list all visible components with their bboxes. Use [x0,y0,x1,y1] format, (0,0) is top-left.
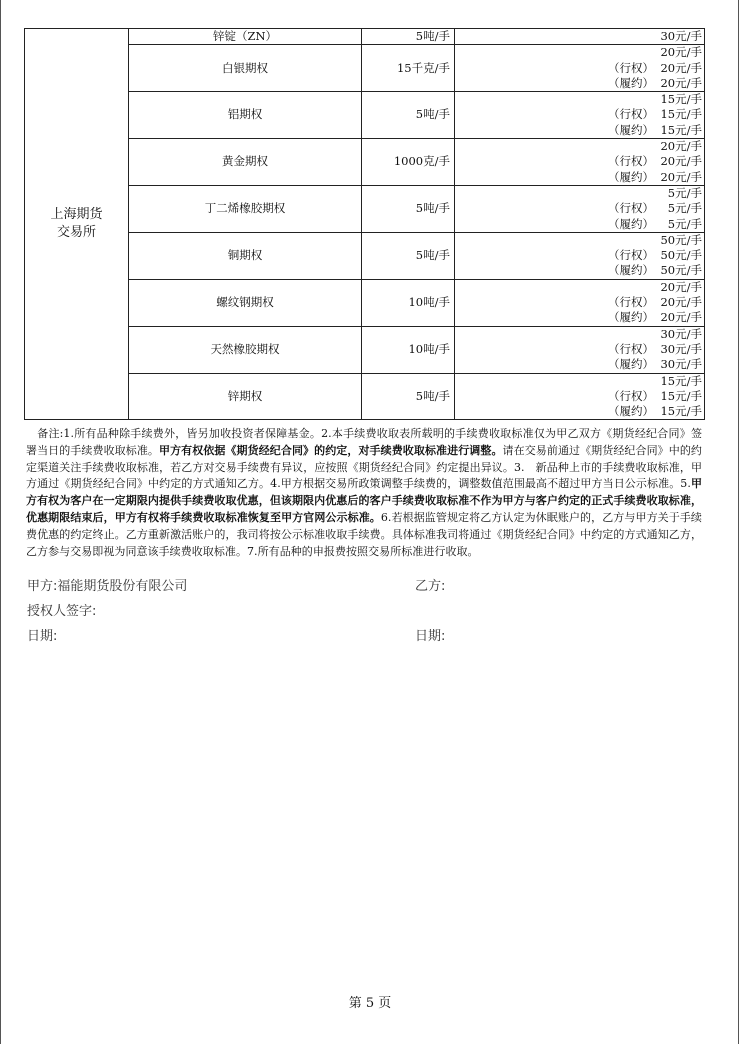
fee-amount: 20元/手 [660,75,702,90]
fee-amount: 50元/手 [660,248,702,263]
fee-line [455,170,702,185]
unit-cell: 1000克/手 [362,139,455,186]
fee-line [455,233,702,248]
product-cell: 螺纹钢期权 [129,279,362,326]
fee-line [455,76,702,91]
fee-cell [455,326,705,373]
fee-line [455,45,702,60]
fee-amount: 30元/手 [660,357,702,372]
fee-type-label: （履约） [608,75,654,90]
table-row [25,29,705,45]
fee-line [455,280,702,295]
remark-emphasis: 甲方有权为客户在一定期限内提供手续费收取优惠，但该期限内优惠后的客户手续费收取标准不作为甲方与客户约定的正式手续费收取标准，优惠期限结束后，甲方有权将手续费收取标准恢复至甲方官网公示标准。 [26,477,702,524]
product-cell: 铝期权 [129,92,362,139]
fee-amount: 30元/手 [660,29,702,43]
fee-line [455,139,702,154]
fee-amount: 30元/手 [660,326,702,341]
fee-cell [455,373,705,420]
fee-amount: 15元/手 [660,122,702,137]
fee-line [455,201,702,216]
fee-line [455,123,702,138]
page-number: 第 5 页 [348,996,392,1011]
fee-line [455,295,702,310]
fee-amount: 15元/手 [660,92,702,107]
exchange-cell: 上海期货 交易所 [25,29,129,420]
product-cell: 白银期权 [129,45,362,92]
fee-amount: 50元/手 [660,232,702,247]
fee-line [455,92,702,107]
fee-type-label: （履约） [608,404,654,419]
fee-type-label: （行权） [608,60,654,75]
product-cell: 锌期权 [129,373,362,420]
fee-amount: 15元/手 [660,404,702,419]
fee-cell [455,45,705,92]
fee-line [455,248,702,263]
remark-emphasis: 甲方有权依据《期货经纪合同》的约定，对手续费收取标准进行调整。 [158,443,503,457]
fee-table-body [25,29,705,420]
fee-line [455,263,702,278]
party-a-label: 甲方:福能期货股份有限公司 [27,579,188,594]
fee-type-label: （行权） [608,295,654,310]
fee-type-label: （履约） [608,216,654,231]
page-border-right [738,0,739,1044]
product-cell: 黄金期权 [129,139,362,186]
fee-amount: 5元/手 [667,216,702,231]
fee-cell [455,185,705,232]
unit-cell: 10吨/手 [362,326,455,373]
fee-type-label: （行权） [608,107,654,122]
product-cell: 天然橡胶期权 [129,326,362,373]
fee-type-label: （行权） [608,248,654,263]
fee-amount: 5元/手 [667,185,702,200]
fee-amount: 20元/手 [660,154,702,169]
fee-line [455,217,702,232]
product-cell: 铜期权 [129,232,362,279]
fee-type-label: （行权） [608,388,654,403]
fee-line [455,186,702,201]
remark-text: 备注:1.所有品种除手续费外，皆另加收投资者保障基金。2.本手续费收取表所载明的手续费收取标准仅为甲乙双方《期货经纪合同》签署当日的手续费收取标准。 [26,427,702,457]
fee-table [24,28,705,420]
fee-type-label: （履约） [608,122,654,137]
fee-line [455,29,702,44]
product-cell: 丁二烯橡胶期权 [129,185,362,232]
date-a-label: 日期: [27,629,58,644]
fee-line [455,342,702,357]
fee-amount: 20元/手 [660,279,702,294]
date-b-label: 日期: [415,629,446,644]
unit-cell: 10吨/手 [362,279,455,326]
unit-cell: 5吨/手 [362,185,455,232]
fee-line [455,61,702,76]
fee-line [455,327,702,342]
fee-amount: 20元/手 [660,139,702,154]
fee-amount: 15元/手 [660,373,702,388]
fee-type-label: （行权） [608,201,654,216]
unit-cell: 5吨/手 [362,92,455,139]
party-b-label: 乙方: [415,579,446,594]
fee-line [455,389,702,404]
remarks-paragraph [26,426,702,560]
fee-cell [455,92,705,139]
fee-type-label: （履约） [608,169,654,184]
fee-amount: 20元/手 [660,295,702,310]
fee-line [455,404,702,419]
unit-cell: 5吨/手 [362,232,455,279]
fee-type-label: （履约） [608,357,654,372]
unit-cell: 5吨/手 [362,29,455,45]
fee-line [455,357,702,372]
remark-text: 请在交易前通过《期货经纪合同》中的约定渠道关注手续费收取标准，若乙方对交易手续费有异议，应按照《期货经纪合同》约定提出异议。3. 新品种上市的手续费收取标准，甲方通过《期货经纪合同》中约定的方式通知乙方。4.甲方根据交易所政策调整手续费的，调整数值范围最高不超过甲方当日公示标准。5. [26,443,702,491]
fee-type-label: （履约） [608,310,654,325]
unit-cell: 5吨/手 [362,373,455,420]
page-border-left [0,0,1,1044]
remark-text: 6.若根据监管规定将乙方认定为休眠账户的，乙方与甲方关于手续费优惠的约定终止。乙方重新激活账户的，我司将按公示标准收取手续费。具体标准我司将通过《期货经纪合同》中约定的方式通知乙方，乙方参与交易即视为同意该手续费收取标准。7.所有品种的申报费按照交易所标准进行收取。 [26,510,702,558]
fee-line [455,154,702,169]
fee-type-label: （行权） [608,154,654,169]
fee-cell [455,232,705,279]
fee-amount: 15元/手 [660,107,702,122]
fee-cell [455,279,705,326]
fee-amount: 20元/手 [660,60,702,75]
fee-cell [455,29,705,45]
fee-amount: 20元/手 [660,45,702,60]
unit-cell: 15千克/手 [362,45,455,92]
fee-amount: 15元/手 [660,388,702,403]
fee-cell [455,139,705,186]
fee-amount: 20元/手 [660,169,702,184]
fee-amount: 30元/手 [660,341,702,356]
fee-type-label: （行权） [608,341,654,356]
fee-amount: 20元/手 [660,310,702,325]
fee-line [455,310,702,325]
fee-amount: 5元/手 [667,201,702,216]
fee-line [455,374,702,389]
fee-line [455,107,702,122]
authorized-signature-label: 授权人签字: [27,604,97,619]
product-cell: 锌锭（ZN） [129,29,362,45]
fee-type-label: （履约） [608,263,654,278]
fee-amount: 50元/手 [660,263,702,278]
